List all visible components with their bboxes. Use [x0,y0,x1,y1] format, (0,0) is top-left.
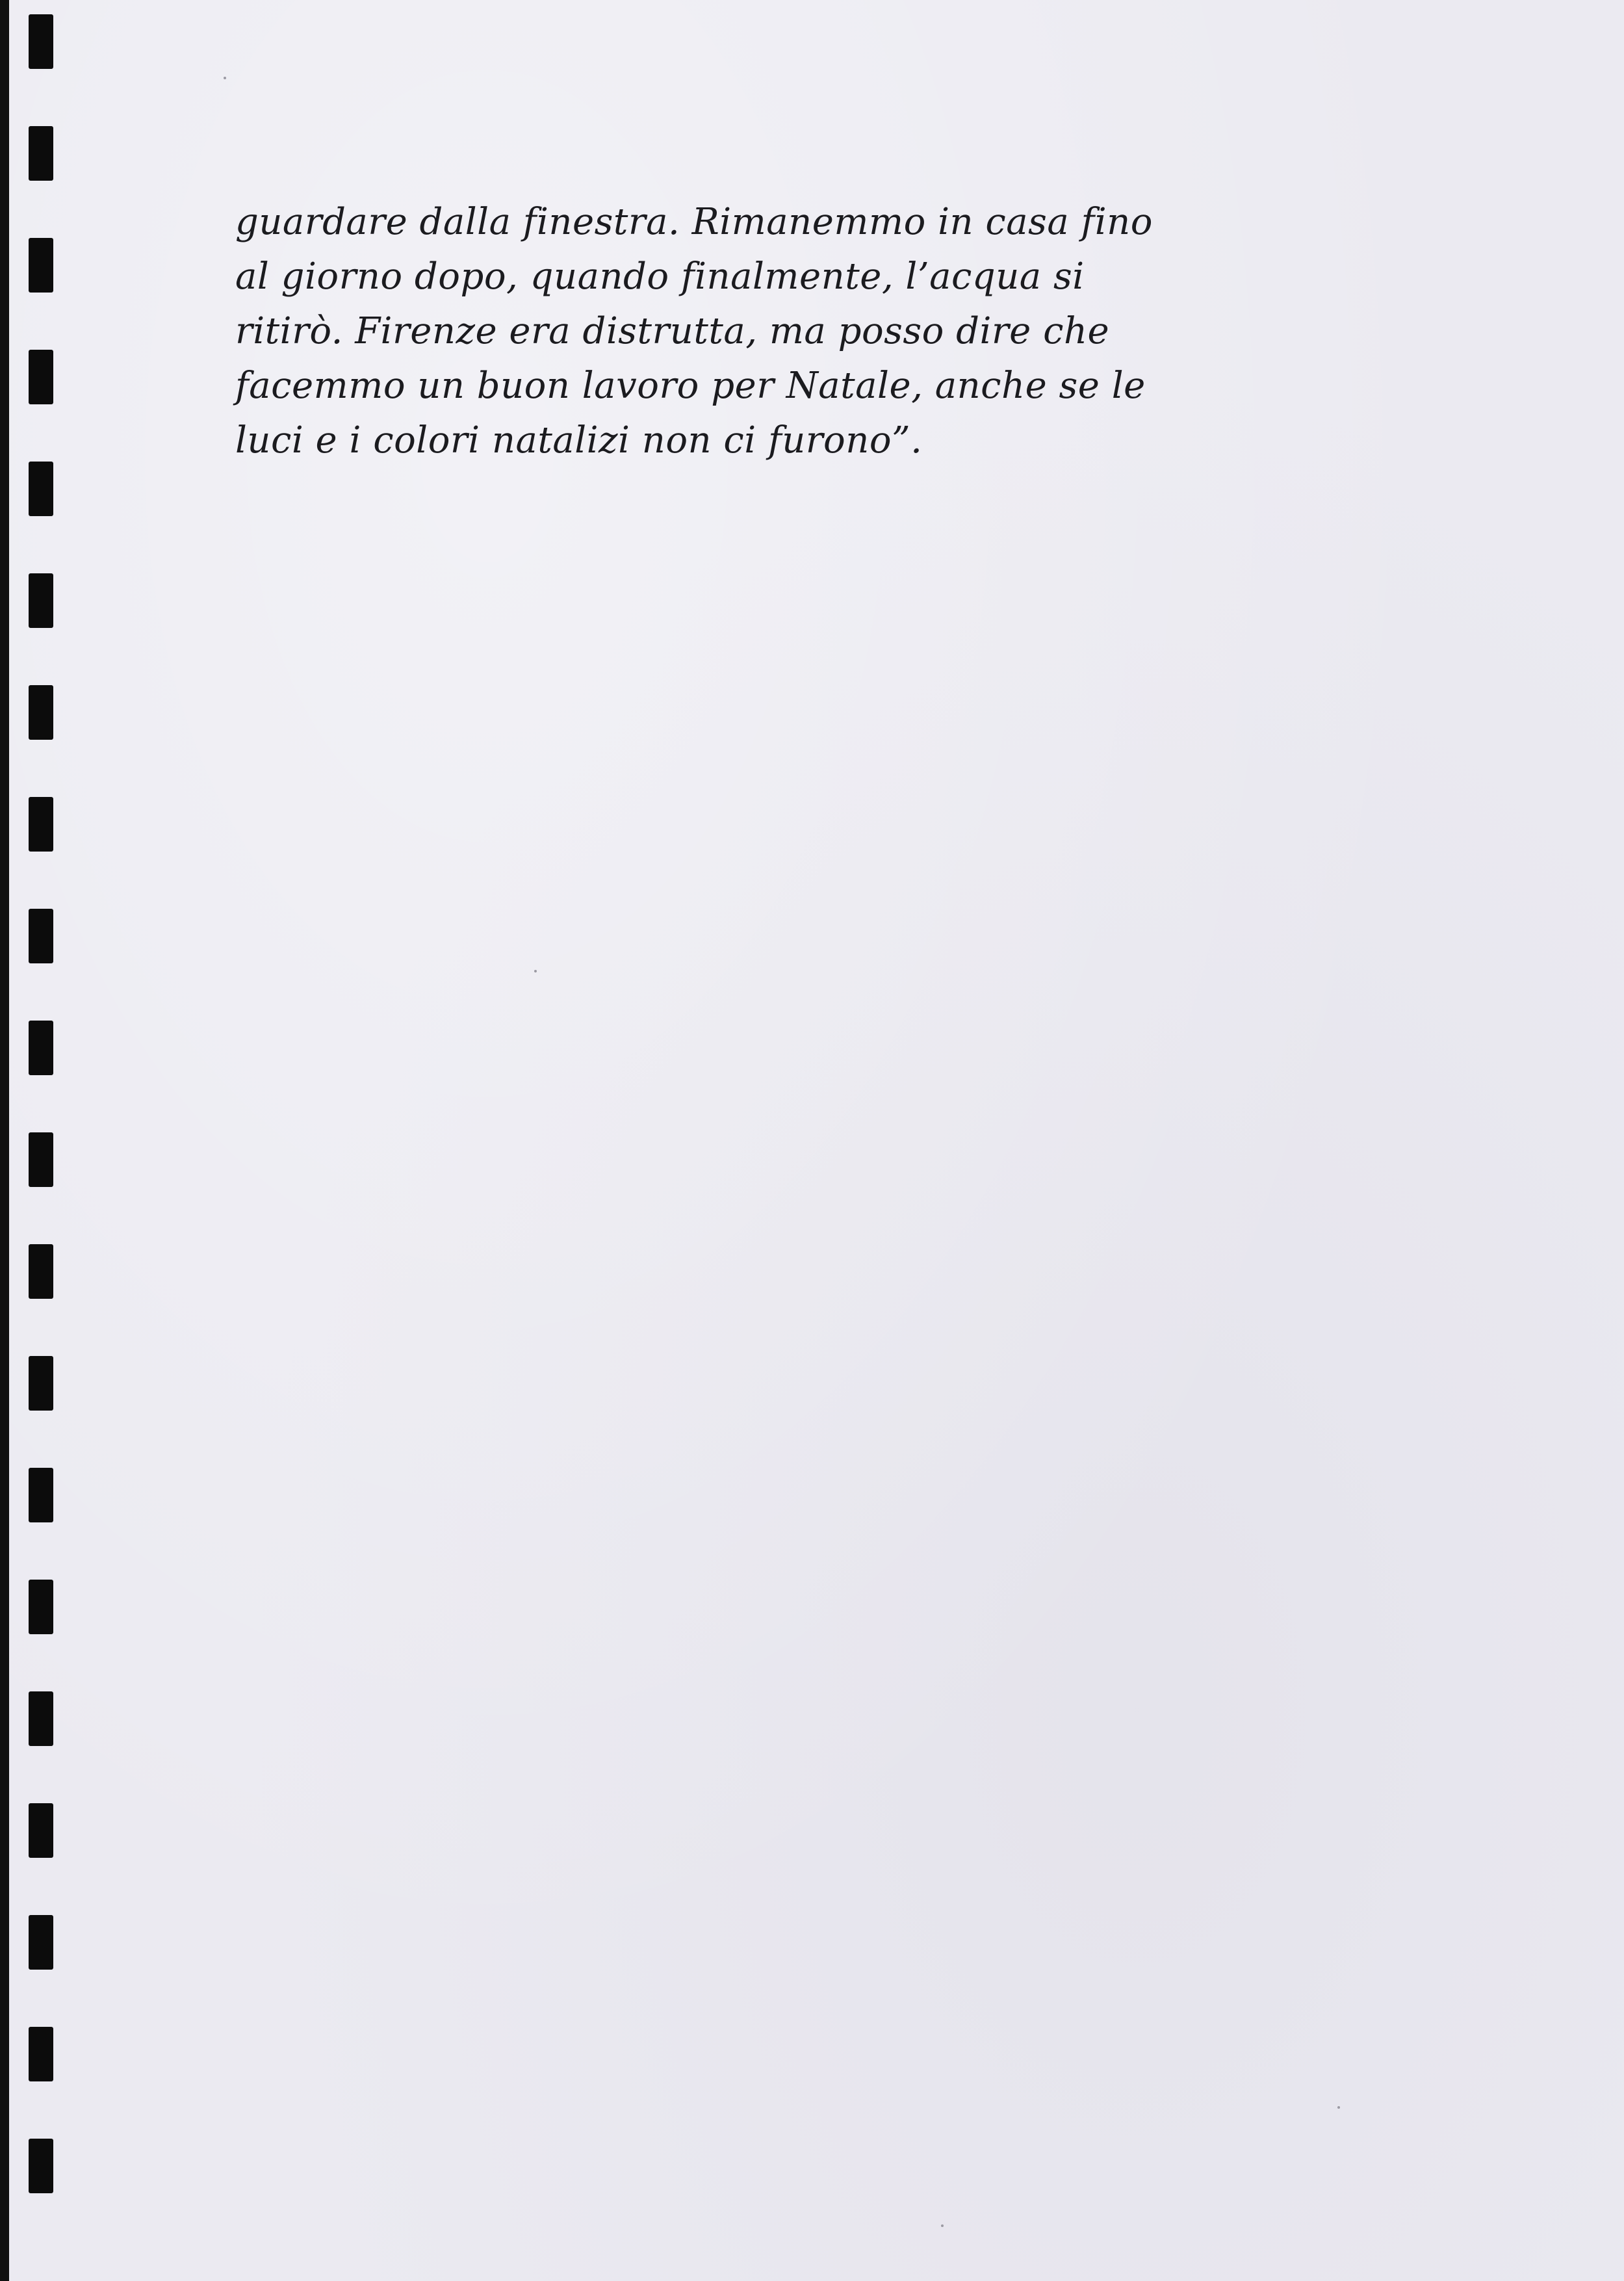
binding-hole [29,350,53,404]
binding-hole [29,14,53,69]
binding-hole [29,1915,53,1970]
text-line: ritirò. Firenze era distrutta, ma posso dire che [235,310,1110,352]
paper-speck [534,970,537,972]
text-line: facemmo un buon lavoro per Natale, anche se le [235,365,1146,407]
binding-hole [29,126,53,181]
binding-hole [29,685,53,740]
binding-hole [29,1132,53,1187]
text-line: guardare dalla finestra. Rimanemmo in casa fino [235,201,1153,243]
binding-hole [29,1580,53,1634]
binding-hole [29,1691,53,1746]
binding-hole [29,2027,53,2081]
binding-hole [29,2139,53,2193]
binding-hole [29,797,53,852]
paper-speck [941,2224,944,2227]
binding-hole [29,1356,53,1411]
binding-hole [29,573,53,628]
binding-hole [29,1468,53,1522]
text-line: al giorno dopo, quando finalmente, l’acqua si [235,255,1085,298]
binding-hole [29,238,53,293]
text-line: luci e i colori natalizi non ci furono”. [235,419,923,462]
page-left-edge [0,0,9,2281]
binding-hole [29,1021,53,1075]
paper-speck [224,77,226,79]
binding-hole [29,1244,53,1299]
comb-binding-strip [9,0,64,2281]
body-text [235,195,1405,468]
paper-speck [1337,2106,1340,2109]
binding-hole [29,909,53,963]
binding-hole [29,1803,53,1858]
binding-hole [29,462,53,516]
